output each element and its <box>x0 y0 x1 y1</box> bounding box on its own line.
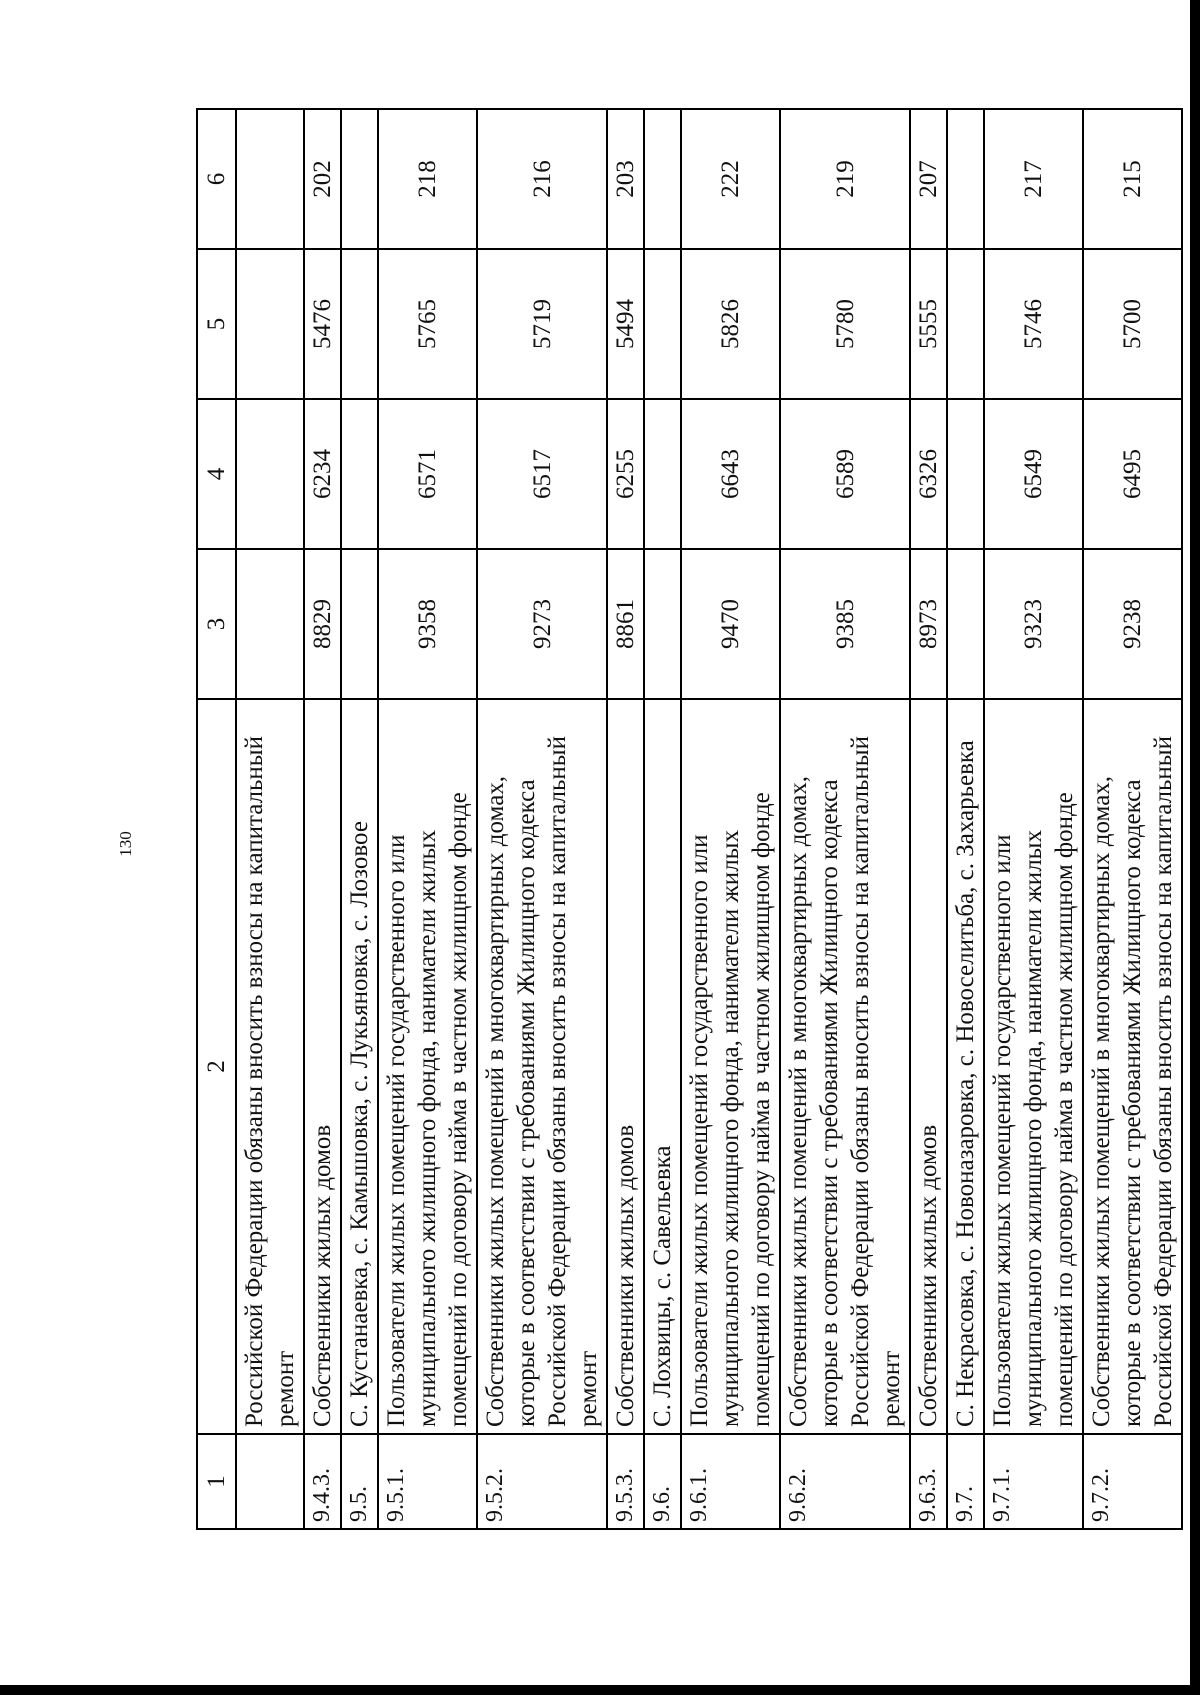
scan-border-bottom <box>0 1685 1200 1695</box>
header-cell-col-1: 1 <box>197 1434 236 1529</box>
row-description-cell: Собственники жилых помещений в многоквартирных домах, которые в соответствии с требованиями Жилищного кодекса Российской Федерации обязаны вносить взносы на капитальный ремонт <box>477 699 607 1434</box>
table-row <box>341 109 378 1529</box>
table-row <box>910 109 947 1529</box>
row-value-col4-cell: 6234 <box>304 399 341 549</box>
tariff-table-container <box>196 110 1177 1530</box>
row-description-cell: Собственники жилых помещений в многоквартирных домах, которые в соответствии с требованиями Жилищного кодекса Российской Федерации обязаны вносить взносы на капитальный <box>1083 699 1182 1434</box>
row-value-col6-cell: 203 <box>607 109 644 249</box>
row-value-col5-cell <box>341 249 378 399</box>
row-description-cell: С. Кустанаевка, с. Камышовка, с. Лукьяновка, с. Лозовое <box>341 699 378 1434</box>
row-description-cell: Собственники жилых домов <box>304 699 341 1434</box>
row-value-col3-cell: 9323 <box>984 549 1083 699</box>
header-cell-col-2: 2 <box>197 699 236 1434</box>
row-value-col4-cell: 6495 <box>1083 399 1182 549</box>
row-value-col3-cell: 9385 <box>780 549 910 699</box>
row-value-col6-cell: 207 <box>910 109 947 249</box>
row-value-col5-cell: 5780 <box>780 249 910 399</box>
row-code-cell: 9.7.1. <box>984 1434 1083 1529</box>
row-description-cell: С. Некрасовка, с. Новоназаровка, с. Новоселитьба, с. Захарьевка <box>947 699 984 1434</box>
row-description-cell: Российской Федерации обязаны вносить взносы на капитальный ремонт <box>236 699 304 1434</box>
row-value-col3-cell: 8829 <box>304 549 341 699</box>
row-value-col5-cell: 5700 <box>1083 249 1182 399</box>
tariff-table <box>196 108 1183 1530</box>
table-row <box>304 109 341 1529</box>
row-value-col3-cell: 8973 <box>910 549 947 699</box>
row-value-col5-cell: 5494 <box>607 249 644 399</box>
table-row <box>236 109 304 1529</box>
row-code-cell: 9.5. <box>341 1434 378 1529</box>
row-value-col6-cell: 217 <box>984 109 1083 249</box>
row-value-col6-cell: 202 <box>304 109 341 249</box>
row-description-cell: Пользователи жилых помещений государственного или муниципального жилищного фонда, наниматели жилых помещений по договору найма в частном жилищном фонде <box>984 699 1083 1434</box>
row-value-col4-cell: 6549 <box>984 399 1083 549</box>
header-cell-col-4: 4 <box>197 399 236 549</box>
row-value-col3-cell <box>947 549 984 699</box>
row-code-cell: 9.5.2. <box>477 1434 607 1529</box>
row-code-cell <box>236 1434 304 1529</box>
row-value-col6-cell <box>644 109 681 249</box>
row-value-col3-cell: 9358 <box>378 549 477 699</box>
row-value-col5-cell: 5746 <box>984 249 1083 399</box>
row-value-col5-cell <box>644 249 681 399</box>
row-value-col4-cell <box>947 399 984 549</box>
row-value-col3-cell: 9470 <box>681 549 780 699</box>
row-value-col3-cell <box>341 549 378 699</box>
row-value-col6-cell <box>236 109 304 249</box>
row-value-col5-cell: 5826 <box>681 249 780 399</box>
row-code-cell: 9.7.2. <box>1083 1434 1182 1529</box>
row-value-col4-cell: 6589 <box>780 399 910 549</box>
row-description-cell: Собственники жилых помещений в многоквартирных домах, которые в соответствии с требованиями Жилищного кодекса Российской Федерации обязаны вносить взносы на капитальный ремонт <box>780 699 910 1434</box>
row-code-cell: 9.6.1. <box>681 1434 780 1529</box>
row-value-col4-cell <box>236 399 304 549</box>
table-row <box>1083 109 1182 1529</box>
table-row <box>644 109 681 1529</box>
row-value-col6-cell <box>947 109 984 249</box>
header-cell-col-6: 6 <box>197 109 236 249</box>
row-value-col5-cell: 5555 <box>910 249 947 399</box>
row-code-cell: 9.6.2. <box>780 1434 910 1529</box>
row-code-cell: 9.5.1. <box>378 1434 477 1529</box>
header-cell-col-3: 3 <box>197 549 236 699</box>
row-value-col6-cell <box>341 109 378 249</box>
row-value-col4-cell <box>644 399 681 549</box>
row-description-cell: Пользователи жилых помещений государственного или муниципального жилищного фонда, наниматели жилых помещений по договору найма в частном жилищном фонде <box>378 699 477 1434</box>
row-value-col5-cell: 5765 <box>378 249 477 399</box>
table-row <box>984 109 1083 1529</box>
row-value-col4-cell <box>341 399 378 549</box>
row-value-col4-cell: 6643 <box>681 399 780 549</box>
row-code-cell: 9.7. <box>947 1434 984 1529</box>
row-value-col6-cell: 215 <box>1083 109 1182 249</box>
row-value-col5-cell: 5476 <box>304 249 341 399</box>
row-description-cell: Собственники жилых домов <box>607 699 644 1434</box>
row-code-cell: 9.4.3. <box>304 1434 341 1529</box>
row-value-col3-cell: 8861 <box>607 549 644 699</box>
row-value-col6-cell: 218 <box>378 109 477 249</box>
row-value-col3-cell <box>644 549 681 699</box>
table-header-row <box>197 109 236 1529</box>
table-row <box>477 109 607 1529</box>
table-row <box>681 109 780 1529</box>
row-value-col3-cell: 9238 <box>1083 549 1182 699</box>
row-description-cell: Пользователи жилых помещений государственного или муниципального жилищного фонда, наниматели жилых помещений по договору найма в частном жилищном фонде <box>681 699 780 1434</box>
row-value-col4-cell: 6571 <box>378 399 477 549</box>
row-code-cell: 9.6. <box>644 1434 681 1529</box>
table-row <box>378 109 477 1529</box>
page-number: 130 <box>116 831 135 857</box>
row-value-col4-cell: 6517 <box>477 399 607 549</box>
scan-border-right <box>1190 0 1200 1695</box>
table-row <box>607 109 644 1529</box>
table-row <box>780 109 910 1529</box>
row-description-cell: С. Лохвицы, с. Савельевка <box>644 699 681 1434</box>
row-value-col4-cell: 6255 <box>607 399 644 549</box>
row-value-col3-cell: 9273 <box>477 549 607 699</box>
row-value-col6-cell: 216 <box>477 109 607 249</box>
row-value-col5-cell: 5719 <box>477 249 607 399</box>
row-description-cell: Собственники жилых домов <box>910 699 947 1434</box>
table-body <box>197 109 1182 1529</box>
row-value-col5-cell <box>236 249 304 399</box>
table-row <box>947 109 984 1529</box>
row-code-cell: 9.6.3. <box>910 1434 947 1529</box>
row-value-col4-cell: 6326 <box>910 399 947 549</box>
row-value-col3-cell <box>236 549 304 699</box>
header-cell-col-5: 5 <box>197 249 236 399</box>
row-value-col5-cell <box>947 249 984 399</box>
row-value-col6-cell: 222 <box>681 109 780 249</box>
row-code-cell: 9.5.3. <box>607 1434 644 1529</box>
row-value-col6-cell: 219 <box>780 109 910 249</box>
